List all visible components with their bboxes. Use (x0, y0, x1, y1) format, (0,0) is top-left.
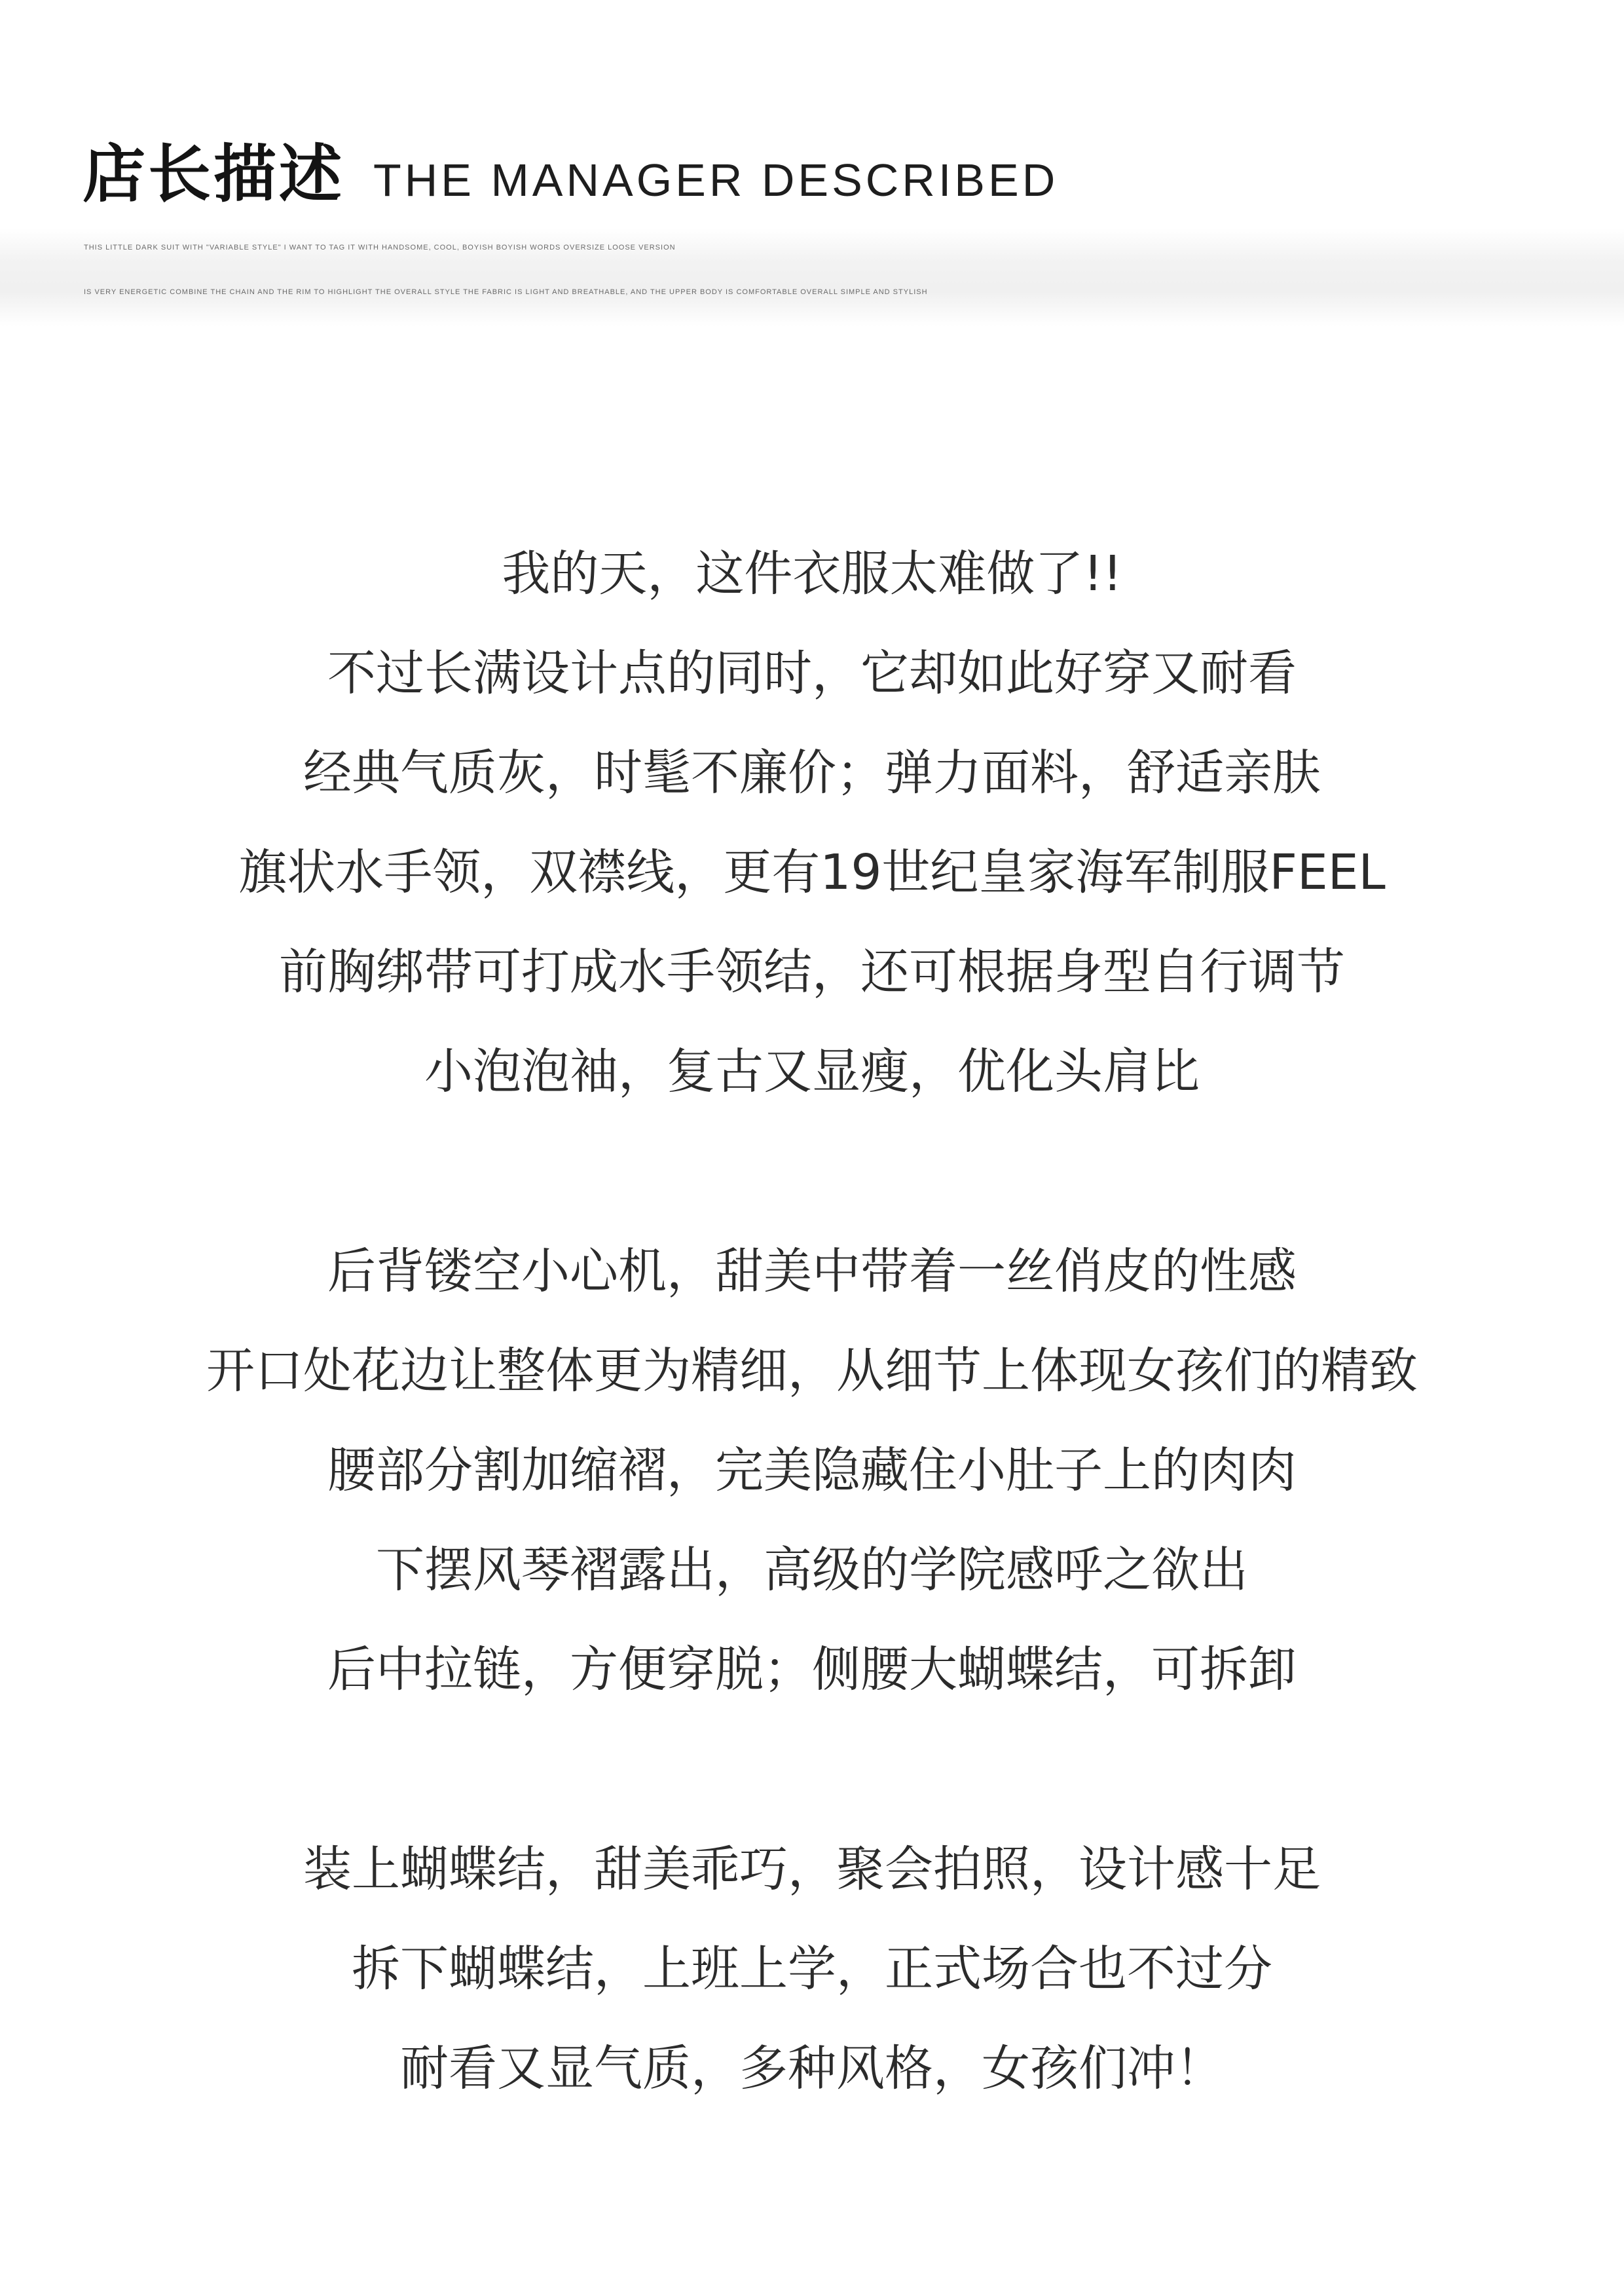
text-line: 旗状水手领，双襟线，更有19世纪皇家海军制服FEEL (238, 844, 1386, 901)
header (83, 124, 1058, 214)
text-line: 装上蝴蝶结，甜美乖巧，聚会拍照，设计感十足 (303, 1841, 1321, 1898)
description-line-1: THIS LITTLE DARK SUIT WITH "VARIABLE STYLE" I WANT TO TAG IT WITH HANDSOME, COOL, BOYISH BOYISH WORDS OVERSIZE LOOSE VERSION (84, 244, 676, 252)
page-title: 店长描述 (83, 138, 344, 211)
text-line: 前胸绑带可打成水手领结，还可根据身型自行调节 (279, 944, 1345, 1000)
text-line: 耐看又显气质，多种风格，女孩们冲！ (400, 2040, 1224, 2097)
text-line: 小泡泡袖，复古又显瘦，优化头肩比 (424, 1043, 1200, 1100)
text-line: 腰部分割加缩褶，完美隐藏住小肚子上的肉肉 (327, 1442, 1297, 1499)
text-line: 我的天，这件衣服太难做了!! (502, 546, 1122, 602)
text-line: 下摆风琴褶露出，高级的学院感呼之欲出 (376, 1542, 1248, 1598)
text-line: 开口处花边让整体更为精细，从细节上体现女孩们的精致 (206, 1343, 1418, 1399)
description-band (0, 228, 1624, 326)
text-line: 拆下蝴蝶结，上班上学，正式场合也不过分 (352, 1941, 1272, 1997)
text-line: 后中拉链，方便穿脱；侧腰大蝴蝶结，可拆卸 (327, 1641, 1297, 1698)
product-description (0, 524, 1624, 2118)
paragraph-1 (0, 524, 1624, 1121)
text-line: 不过长满设计点的同时，它却如此好穿又耐看 (327, 645, 1297, 701)
page-subtitle: THE MANAGER DESCRIBED (373, 155, 1059, 206)
paragraph-spacer (0, 1121, 1624, 1222)
paragraph-spacer (0, 1719, 1624, 1820)
description-line-2: IS VERY ENERGETIC COMBINE THE CHAIN AND THE RIM TO HIGHLIGHT THE OVERALL STYLE THE FABRIC IS LIGHT AND BREATHABLE, AND THE UPPER BODY IS COMFORTABLE OVERALL SIMPLE AND STYLISH (84, 288, 928, 296)
paragraph-3 (0, 1820, 1624, 2118)
text-line: 经典气质灰，时髦不廉价；弹力面料，舒适亲肤 (303, 745, 1321, 801)
text-line: 后背镂空小心机，甜美中带着一丝俏皮的性感 (327, 1243, 1297, 1300)
paragraph-2 (0, 1222, 1624, 1719)
